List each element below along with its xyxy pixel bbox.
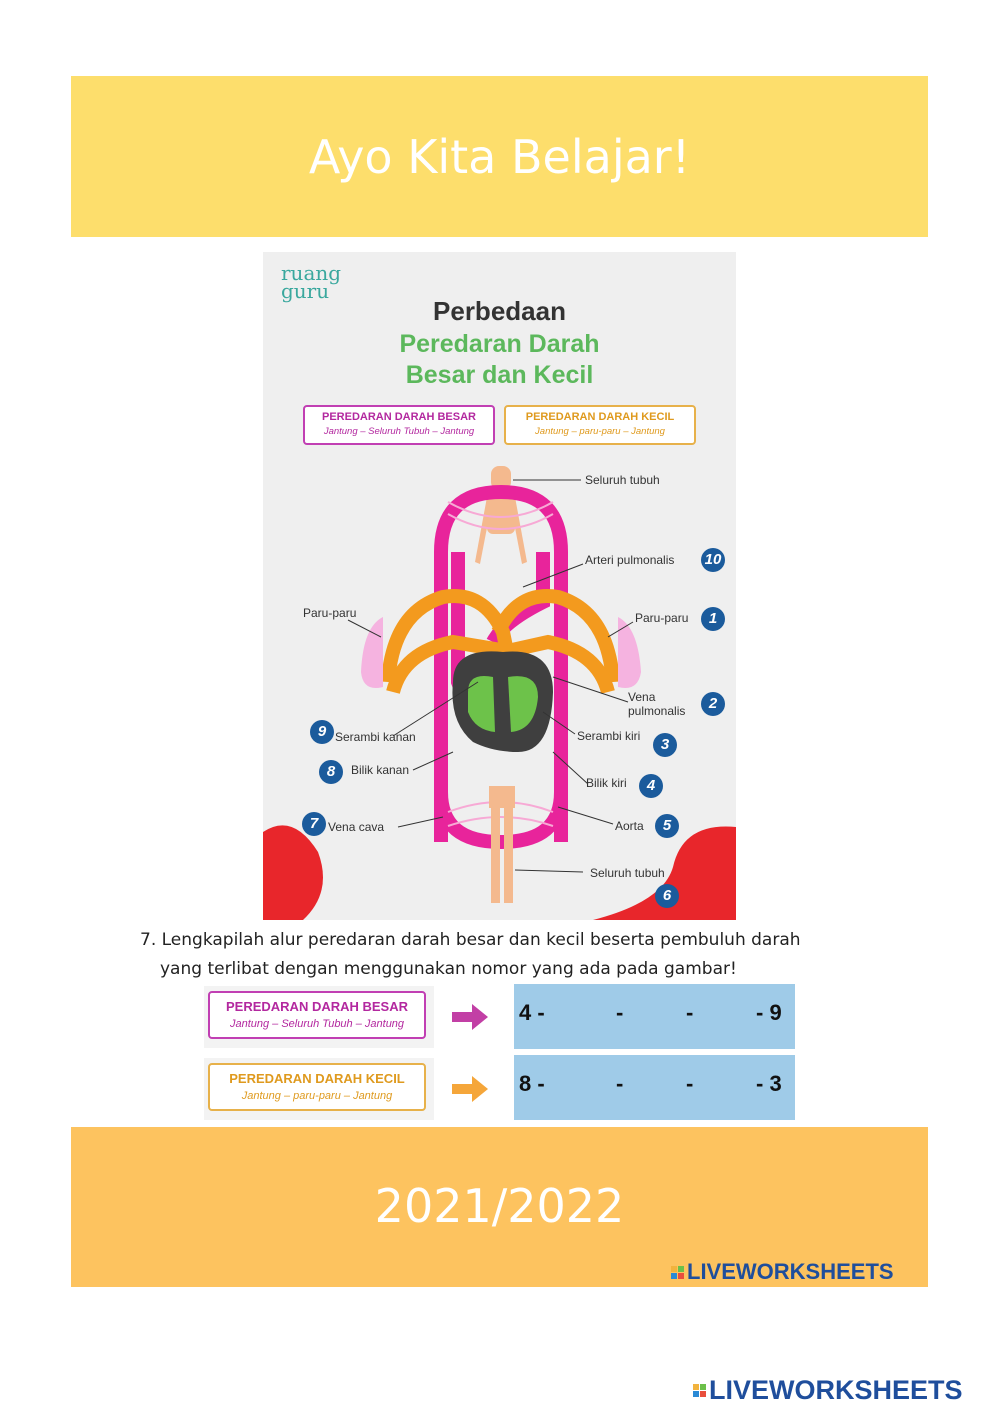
number-badge-8: 8 [319,760,343,784]
number-badge-5: 5 [655,814,679,838]
label-vena-pulmonalis-2: pulmonalis [628,704,686,718]
tag-subtitle: Jantung – Seluruh Tubuh – Jantung [323,426,475,437]
label-seluruh-tubuh-top: Seluruh tubuh [585,473,660,487]
answer-box-besar[interactable] [514,984,795,1049]
number-badge-6: 6 [655,884,679,908]
answer-box-kecil[interactable] [514,1055,795,1120]
tag-subtitle: Jantung – paru-paru – Jantung [241,1090,393,1102]
number-badge-2: 2 [701,692,725,716]
infographic-subtitle-1: Peredaran Darah [399,330,600,358]
heart-icon [452,651,553,752]
answer-dash: - [616,1000,624,1025]
label-aorta: Aorta [615,819,644,833]
number-badge-4: 4 [639,774,663,798]
question-line-1: 7. Lengkapilah alur peredaran darah besar dan kecil beserta pembuluh darah [140,930,801,950]
liveworksheets-logo[interactable] [693,1375,963,1406]
label-vena-cava: Vena cava [328,820,385,834]
label-serambi-kiri: Serambi kiri [577,729,641,743]
infographic-subtitle-2: Besar dan Kecil [405,361,594,389]
liveworksheets-wordmark: LIVEWORKSHEETS [687,1259,894,1284]
label-serambi-kanan: Serambi kanan [335,730,416,744]
label-paru-right: Paru-paru [635,611,689,625]
label-bilik-kiri: Bilik kiri [586,776,627,790]
footer-band [71,1127,928,1287]
question-tag-kecil [204,1058,434,1120]
number-badge-1: 1 [701,607,725,631]
label-vena-pulmonalis-1: Vena [628,690,656,704]
liveworksheets-logo-footer [671,1259,894,1285]
number-badge-3: 3 [653,733,677,757]
label-paru-left: Paru-paru [303,606,357,620]
answer-end: - 3 [756,1071,782,1096]
school-year: 2021/2022 [374,1179,625,1233]
liveworksheets-mark-icon [693,1384,706,1397]
arrow-right-icon [450,1074,490,1104]
tag-title: PEREDARAN DARAH KECIL [525,411,675,423]
question-tag-besar [204,986,434,1048]
liveworksheets-wordmark: LIVEWORKSHEETS [709,1375,963,1405]
answer-dash: - [686,1071,694,1096]
label-bilik-kanan: Bilik kanan [351,763,410,777]
answer-dash: - [686,1000,694,1025]
lung-right-icon [618,617,641,688]
tag-box [208,1063,426,1111]
number-badge-7: 7 [302,812,326,836]
answer-dash: - [616,1071,624,1096]
infographic-title: Perbedaan [433,296,566,326]
tag-box [208,991,426,1039]
decor-blob-left [263,825,323,920]
logo-line-1: ruang [281,261,342,285]
question-text [140,926,900,984]
header-band [71,76,928,237]
circulation-infographic [263,252,736,920]
answer-start: 8 - [519,1071,545,1096]
label-seluruh-tubuh-bottom: Seluruh tubuh [590,866,665,880]
tag-title: PEREDARAN DARAH KECIL [229,1071,405,1086]
answer-end: - 9 [756,1000,782,1025]
question-line-2: yang terlibat dengan menggunakan nomor yang ada pada gambar! [160,959,737,979]
page-title: Ayo Kita Belajar! [308,129,691,184]
tag-subtitle: Jantung – Seluruh Tubuh – Jantung [229,1018,405,1030]
tag-title: PEREDARAN DARAH BESAR [225,999,408,1014]
label-arteri-pulmonalis: Arteri pulmonalis [585,553,675,567]
number-badge-9: 9 [310,720,334,744]
arrow-right-icon [450,1002,490,1032]
number-badge-10: 10 [701,548,725,572]
lung-left-icon [361,617,383,688]
logo-line-2: guru [281,279,330,303]
tag-title: PEREDARAN DARAH BESAR [321,411,476,423]
answer-start: 4 - [519,1000,545,1025]
tag-subtitle: Jantung – paru-paru – Jantung [535,426,665,437]
liveworksheets-mark-icon [671,1266,684,1279]
